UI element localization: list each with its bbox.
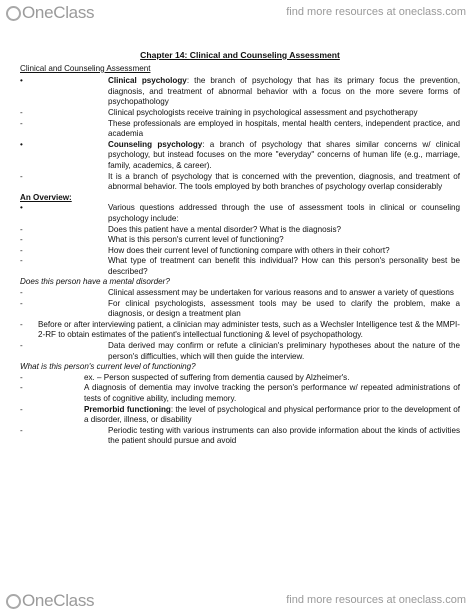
logo-ring-icon: [6, 594, 21, 609]
section-subtitle: Clinical and Counseling Assessment: [20, 63, 151, 73]
dash-marker: -: [20, 341, 23, 351]
list-item: [20, 373, 460, 384]
list-text: Data derived may confirm or refute a clinician's preliminary hypotheses about the nature of the person's difficulties, which will then guide the interview.: [108, 341, 460, 361]
footer-bar: [0, 588, 474, 613]
list-item: [20, 383, 460, 404]
dash-marker: -: [20, 383, 23, 393]
list-item: [20, 225, 460, 236]
find-more-link[interactable]: find more resources at oneclass.com: [286, 594, 466, 606]
dash-marker: -: [20, 224, 23, 234]
list-text: How does their current level of functioning compare with others in their cohort?: [108, 245, 390, 255]
list-item: [20, 426, 460, 447]
list-item: [20, 299, 460, 320]
list-text: For clinical psychologists, assessment tools may be used to clarify the problem, make a diagnosis, or design a treatment plan: [108, 298, 460, 319]
list-text: Clinical psychologists receive training in psychological assessment and psychotherapy: [108, 107, 418, 117]
bullet-icon: •: [20, 76, 23, 86]
list-text: These professionals are employed in hospitals, mental health centers, independent practice, and academia: [108, 118, 460, 139]
list-item: [20, 405, 460, 426]
dash-marker: -: [20, 118, 23, 128]
page-title: Chapter 14: Clinical and Counseling Assessment: [140, 50, 340, 60]
italic-subheading: What is this person's current level of functioning?: [20, 362, 196, 372]
term: Counseling psychology: [108, 139, 203, 149]
dash-marker: -: [20, 171, 23, 181]
list-text: It is a branch of psychology that is concerned with the prevention, diagnosis, and treatment of abnormal behavior. The tools employed by both branches of psychology overlap considerably: [108, 171, 460, 192]
list-item: [20, 140, 460, 172]
list-item: [20, 76, 460, 108]
list-text: What type of treatment can benefit this individual? How can this person's personality best be described?: [108, 256, 460, 276]
list-item: [20, 203, 460, 224]
logo-text: OneClass: [22, 591, 95, 610]
logo-text: OneClass: [22, 3, 95, 22]
dash-marker: -: [20, 245, 23, 255]
header-bar: [0, 0, 474, 24]
list-text: Does this patient have a mental disorder? What is the diagnosis?: [108, 224, 342, 234]
list-item: [20, 108, 460, 119]
list-item: [20, 341, 460, 362]
list-item: [20, 235, 460, 246]
dash-marker: -: [20, 107, 23, 117]
dash-marker: -: [20, 235, 23, 245]
oneclass-logo[interactable]: [6, 3, 94, 23]
definition: : the level of psychological and physical performance prior to the development of a disorder, illness, or disability: [84, 404, 460, 425]
italic-subheading: Does this person have a mental disorder?: [20, 277, 170, 287]
dash-marker: -: [20, 372, 23, 382]
logo-ring-icon: [6, 6, 21, 21]
definition: : a branch of psychology that shares similar concerns w/ clinical psychology, but instead focuses on the more "everyday" concerns of human life (e.g., marriage, family, academics, & career).: [108, 139, 460, 170]
list-item: [20, 172, 460, 193]
list-item: [20, 256, 460, 277]
dash-marker: -: [20, 288, 23, 298]
definition: : the branch of psychology that has its primary focus the prevention, diagnosis, and treatment of abnormal behavior with a focus on the more severe forms of psychopathology: [108, 76, 460, 107]
list-text: What is this person's current level of functioning?: [108, 235, 284, 245]
dash-marker: -: [20, 404, 23, 414]
dash-marker: -: [20, 298, 23, 308]
bullet-icon: •: [20, 203, 23, 213]
list-item: [20, 119, 460, 140]
list-text: Periodic testing with various instruments can also provide information about the kinds of activities the patient should pursue and avoid: [108, 425, 460, 446]
oneclass-logo[interactable]: [6, 591, 94, 611]
find-more-link[interactable]: find more resources at oneclass.com: [286, 6, 466, 18]
dash-marker: -: [20, 425, 23, 435]
list-text: Before or after interviewing patient, a clinician may administer tests, such as a Wechsler Intelligence test & the MMPI-2-RF to obtain estimates of the patient's intellectual functioning & level of psychopathology.: [38, 319, 460, 340]
term: Clinical psychology: [108, 76, 187, 86]
dash-marker: -: [20, 319, 23, 329]
list-text: A diagnosis of dementia may involve tracking the person's performance w/ repeated administrations of tests of cognitive ability, including memory.: [84, 383, 460, 403]
document-page: [20, 50, 460, 447]
bullet-icon: •: [20, 139, 23, 149]
section-heading-overview: An Overview:: [20, 192, 72, 202]
list-text: ex. – Person suspected of suffering from dementia caused by Alzheimer's.: [84, 372, 350, 382]
list-item: [20, 246, 460, 257]
term: Premorbid functioning: [84, 404, 171, 414]
list-text: Various questions addressed through the use of assessment tools in clinical or counseling psychology include:: [108, 203, 460, 223]
list-item: [20, 288, 460, 299]
list-item: [20, 320, 460, 341]
list-text: Clinical assessment may be undertaken for various reasons and to answer a variety of questions: [108, 288, 454, 298]
dash-marker: -: [20, 256, 23, 266]
